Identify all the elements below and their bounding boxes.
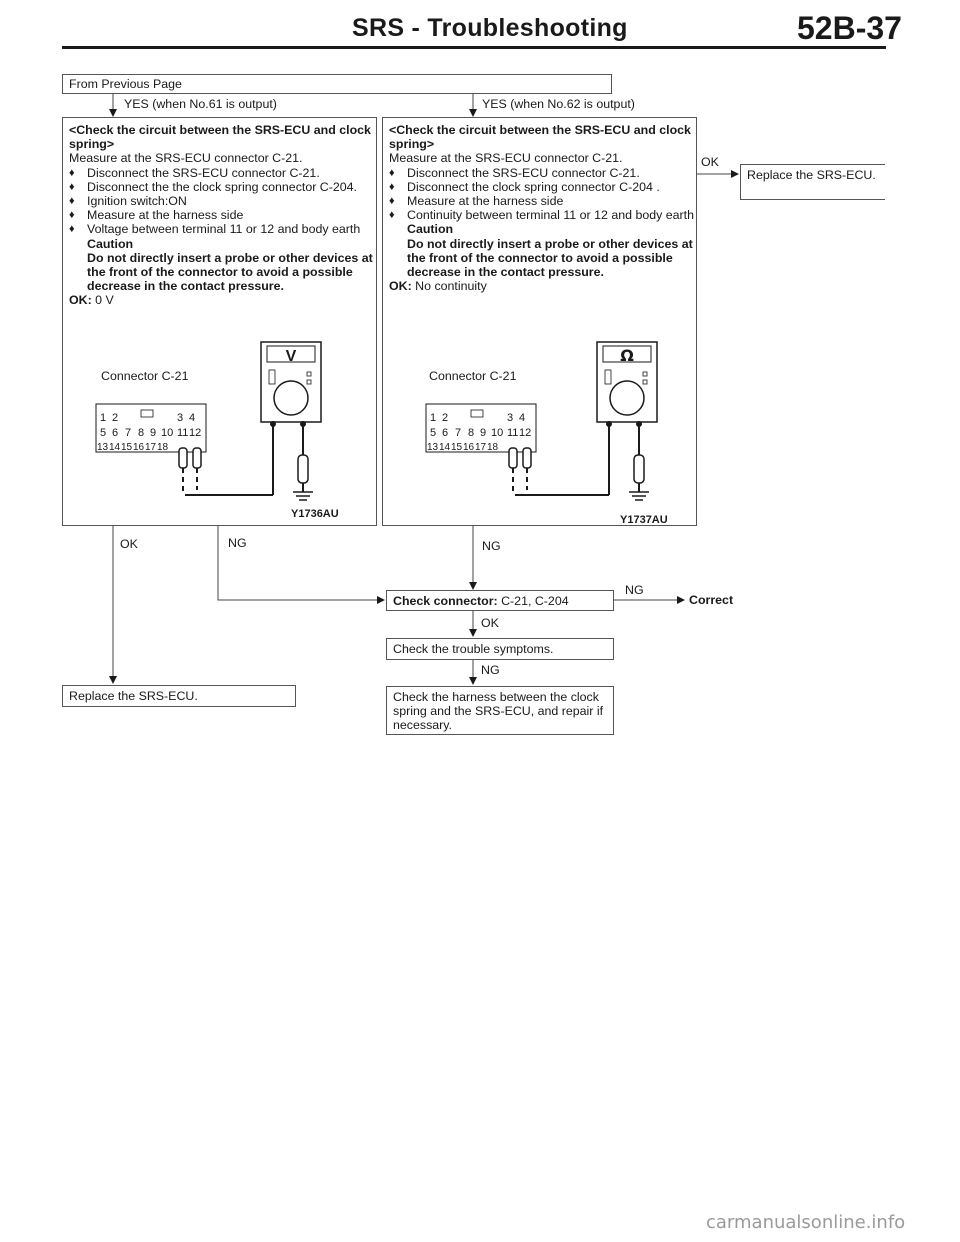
svg-text:5: 5 (430, 427, 437, 439)
svg-text:14: 14 (439, 442, 451, 453)
svg-text:18: 18 (157, 442, 169, 453)
right-check-text (389, 123, 694, 293)
svg-text:16: 16 (133, 442, 145, 453)
left-bullet: ♦ Disconnect the SRS-ECU connector C-21. (69, 166, 374, 180)
left-figure-code: Y1736AU (291, 508, 339, 520)
left-check-box (62, 117, 377, 526)
svg-text:8: 8 (468, 427, 475, 439)
replace-srs-ecu-right-box (740, 164, 885, 200)
left-connector-label: Connector C-21 (101, 369, 189, 383)
right-figure-code: Y1737AU (620, 514, 668, 526)
ok-label-connector: OK (481, 616, 499, 630)
left-bullet: ♦ Measure at the harness side (69, 208, 374, 222)
ng-label-right: NG (482, 539, 501, 553)
svg-text:7: 7 (125, 427, 132, 439)
right-bullet: ♦ Measure at the harness side (389, 194, 694, 208)
check-connector-value: C-21, C-204 (501, 594, 569, 608)
svg-text:11: 11 (507, 427, 519, 439)
right-ok-value: No continuity (415, 279, 487, 294)
svg-text:9: 9 (480, 427, 487, 439)
ok-label-right: OK (701, 155, 719, 169)
svg-text:6: 6 (112, 427, 119, 439)
right-connector-label: Connector C-21 (429, 369, 517, 383)
svg-text:6: 6 (442, 427, 449, 439)
svg-text:14: 14 (109, 442, 121, 453)
replace-srs-ecu-right-text: Replace the SRS-ECU. (747, 168, 876, 182)
svg-text:5: 5 (100, 427, 107, 439)
svg-text:4: 4 (519, 412, 526, 424)
correct-label: Correct (689, 593, 734, 607)
right-bullet: ♦ Disconnect the SRS-ECU connector C-21. (389, 166, 694, 180)
from-previous-page-box (62, 74, 612, 94)
ng-label-connector: NG (625, 583, 644, 597)
right-connector-diagram (423, 340, 693, 520)
svg-text:8: 8 (138, 427, 145, 439)
left-bullet: ♦ Ignition switch:ON (69, 194, 374, 208)
left-ok-value: 0 V (95, 293, 114, 308)
left-connector-diagram (93, 340, 373, 520)
svg-text:1: 1 (430, 412, 437, 424)
right-meter-symbol: Ω (620, 346, 634, 365)
svg-text:7: 7 (455, 427, 462, 439)
left-ok-label: OK: (69, 293, 92, 308)
left-bullet: ♦ Voltage between terminal 11 or 12 and body earth (69, 222, 374, 236)
svg-text:9: 9 (150, 427, 157, 439)
svg-text:13: 13 (97, 442, 109, 453)
svg-text:3: 3 (177, 412, 184, 424)
right-caution-text: Do not directly insert a probe or other devices at the front of the connector to avoid a possible decrease in the contact pressure. (407, 236, 693, 280)
check-connector-text (393, 594, 569, 608)
svg-text:15: 15 (451, 442, 463, 453)
svg-text:12: 12 (519, 427, 532, 439)
svg-text:10: 10 (161, 427, 174, 439)
left-check-intro: Measure at the SRS-ECU connector C-21. (69, 151, 303, 166)
svg-text:13: 13 (427, 442, 439, 453)
yes-61-label: YES (when No.61 is output) (124, 97, 277, 111)
right-check-box (382, 117, 697, 526)
check-connector-box (386, 590, 614, 611)
left-bullet: ♦ Disconnect the the clock spring connector C-204. (69, 180, 374, 194)
check-connector-label: Check connector: (393, 594, 498, 608)
check-trouble-text: Check the trouble symptoms. (393, 642, 554, 656)
svg-text:12: 12 (189, 427, 202, 439)
check-trouble-box (386, 638, 614, 660)
svg-text:1: 1 (100, 412, 107, 424)
ng-label-trouble: NG (481, 663, 500, 677)
page-title: SRS - Troubleshooting (352, 14, 628, 42)
left-caution-title: Caution (87, 236, 134, 251)
yes-62-label: YES (when No.62 is output) (482, 97, 635, 111)
right-ok-label: OK: (389, 279, 412, 294)
left-caution-text: Do not directly insert a probe or other devices at the front of the connector to avoid a possible decrease in the contact pressure. (87, 250, 373, 294)
right-check-title: <Check the circuit between the SRS-ECU and clock spring> (389, 123, 691, 152)
left-meter-symbol: V (285, 348, 297, 365)
footer-watermark: carmanualsonline.info (706, 1212, 906, 1233)
left-check-text (69, 123, 374, 308)
from-previous-page-text: From Previous Page (69, 77, 182, 91)
svg-text:2: 2 (442, 412, 449, 424)
right-caution-title: Caution (407, 222, 454, 237)
page-number: 52B-37 (797, 10, 902, 46)
svg-text:2: 2 (112, 412, 119, 424)
replace-srs-ecu-bottom-text: Replace the SRS-ECU. (69, 689, 198, 703)
svg-text:15: 15 (121, 442, 133, 453)
svg-text:18: 18 (487, 442, 499, 453)
ng-label-left: NG (228, 536, 247, 550)
svg-text:3: 3 (507, 412, 514, 424)
check-harness-box (386, 686, 614, 735)
right-bullet: ♦ Disconnect the clock spring connector C-204 . (389, 180, 694, 194)
ok-label-left: OK (120, 537, 138, 551)
svg-text:4: 4 (189, 412, 196, 424)
svg-text:16: 16 (463, 442, 475, 453)
left-check-title: <Check the circuit between the SRS-ECU and clock spring> (69, 123, 371, 152)
check-harness-text: Check the harness between the clock spring and the SRS-ECU, and repair if necessary. (393, 690, 604, 733)
svg-text:11: 11 (177, 427, 189, 439)
right-check-intro: Measure at the SRS-ECU connector C-21. (389, 151, 623, 166)
svg-text:17: 17 (145, 442, 157, 453)
replace-srs-ecu-bottom-box (62, 685, 296, 707)
svg-text:17: 17 (475, 442, 487, 453)
svg-text:10: 10 (491, 427, 504, 439)
right-bullet: ♦ Continuity between terminal 11 or 12 and body earth (389, 208, 694, 222)
